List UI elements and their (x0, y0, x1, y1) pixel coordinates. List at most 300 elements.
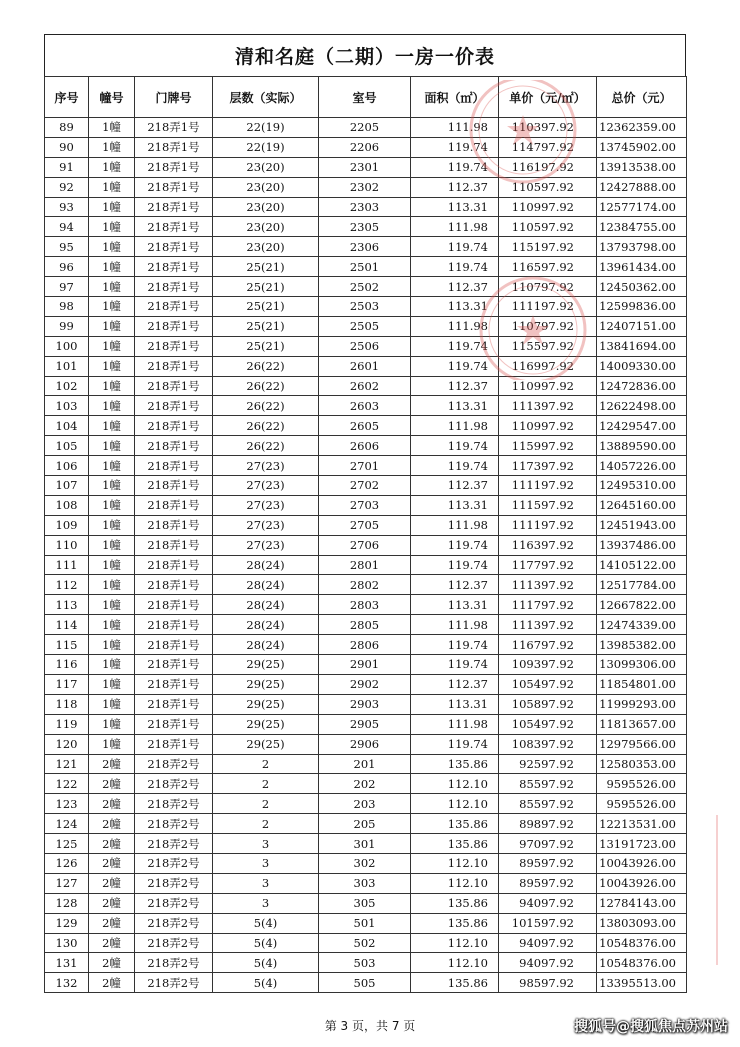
cell-seq: 100 (45, 336, 89, 356)
cell-total-price: 12979566.00 (597, 734, 687, 754)
cell-unit-price: 111197.92 (499, 297, 597, 317)
cell-room: 2302 (319, 177, 411, 197)
cell-seq: 112 (45, 575, 89, 595)
header-total-price: 总价（元） (597, 77, 687, 118)
cell-total-price: 12427888.00 (597, 177, 687, 197)
cell-unit-price: 85597.92 (499, 794, 597, 814)
cell-total-price: 12577174.00 (597, 197, 687, 217)
cell-total-price: 12495310.00 (597, 476, 687, 496)
cell-room: 202 (319, 774, 411, 794)
cell-total-price: 13985382.00 (597, 635, 687, 655)
cell-unit-price: 105497.92 (499, 674, 597, 694)
cell-area: 112.10 (411, 873, 499, 893)
cell-unit-price: 110397.92 (499, 118, 597, 138)
cell-total-price: 12213531.00 (597, 814, 687, 834)
cell-seq: 101 (45, 356, 89, 376)
cell-seq: 96 (45, 257, 89, 277)
cell-floor: 26(22) (213, 376, 319, 396)
cell-total-price: 12451943.00 (597, 515, 687, 535)
cell-floor: 23(20) (213, 237, 319, 257)
cell-room: 2905 (319, 714, 411, 734)
cell-total-price: 10043926.00 (597, 873, 687, 893)
cell-room: 2901 (319, 655, 411, 675)
cell-area: 111.98 (411, 714, 499, 734)
cell-total-price: 12362359.00 (597, 118, 687, 138)
cell-room: 2301 (319, 157, 411, 177)
cell-door-number: 218弄1号 (135, 635, 213, 655)
cell-floor: 22(19) (213, 118, 319, 138)
cell-floor: 27(23) (213, 495, 319, 515)
cell-room: 203 (319, 794, 411, 814)
cell-seq: 114 (45, 615, 89, 635)
cell-building: 1幢 (89, 376, 135, 396)
cell-floor: 28(24) (213, 595, 319, 615)
cell-door-number: 218弄1号 (135, 595, 213, 615)
cell-building: 1幢 (89, 595, 135, 615)
cell-area: 113.31 (411, 595, 499, 615)
cell-floor: 26(22) (213, 356, 319, 376)
cell-room: 303 (319, 873, 411, 893)
cell-room: 2305 (319, 217, 411, 237)
cell-floor: 28(24) (213, 615, 319, 635)
cell-area: 113.31 (411, 495, 499, 515)
cell-unit-price: 117797.92 (499, 555, 597, 575)
cell-building: 2幢 (89, 913, 135, 933)
cell-door-number: 218弄1号 (135, 436, 213, 456)
cell-door-number: 218弄1号 (135, 515, 213, 535)
cell-floor: 25(21) (213, 336, 319, 356)
table-row (45, 376, 687, 396)
price-table (44, 76, 687, 993)
cell-area: 113.31 (411, 197, 499, 217)
cell-door-number: 218弄2号 (135, 873, 213, 893)
cell-area: 119.74 (411, 356, 499, 376)
cell-area: 119.74 (411, 237, 499, 257)
cell-building: 1幢 (89, 635, 135, 655)
cell-unit-price: 98597.92 (499, 973, 597, 993)
cell-total-price: 12599836.00 (597, 297, 687, 317)
cell-building: 1幢 (89, 257, 135, 277)
cell-total-price: 12580353.00 (597, 754, 687, 774)
table-row (45, 118, 687, 138)
cell-room: 2205 (319, 118, 411, 138)
cell-total-price: 12474339.00 (597, 615, 687, 635)
header-room: 室号 (319, 77, 411, 118)
cell-unit-price: 111797.92 (499, 595, 597, 615)
cell-unit-price: 105897.92 (499, 694, 597, 714)
cell-seq: 125 (45, 834, 89, 854)
cell-building: 1幢 (89, 575, 135, 595)
cell-room: 2303 (319, 197, 411, 217)
cell-floor: 5(4) (213, 953, 319, 973)
cell-building: 1幢 (89, 316, 135, 336)
cell-room: 2805 (319, 615, 411, 635)
table-row (45, 416, 687, 436)
cell-total-price: 11854801.00 (597, 674, 687, 694)
cell-room: 301 (319, 834, 411, 854)
cell-seq: 131 (45, 953, 89, 973)
cell-door-number: 218弄2号 (135, 893, 213, 913)
cell-seq: 120 (45, 734, 89, 754)
cell-floor: 29(25) (213, 674, 319, 694)
cell-room: 2503 (319, 297, 411, 317)
cell-floor: 25(21) (213, 297, 319, 317)
cell-room: 205 (319, 814, 411, 834)
cell-room: 2605 (319, 416, 411, 436)
cell-seq: 103 (45, 396, 89, 416)
cell-building: 2幢 (89, 794, 135, 814)
cell-unit-price: 111397.92 (499, 615, 597, 635)
header-door-number: 门牌号 (135, 77, 213, 118)
cell-unit-price: 111197.92 (499, 515, 597, 535)
header-seq: 序号 (45, 77, 89, 118)
cell-room: 2703 (319, 495, 411, 515)
cell-unit-price: 110997.92 (499, 416, 597, 436)
cell-unit-price: 105497.92 (499, 714, 597, 734)
cell-floor: 23(20) (213, 157, 319, 177)
cell-room: 2705 (319, 515, 411, 535)
cell-unit-price: 111197.92 (499, 476, 597, 496)
cell-floor: 27(23) (213, 456, 319, 476)
price-list-sheet (44, 34, 686, 993)
table-row (45, 853, 687, 873)
cell-door-number: 218弄1号 (135, 575, 213, 595)
cell-door-number: 218弄1号 (135, 118, 213, 138)
cell-unit-price: 109397.92 (499, 655, 597, 675)
cell-seq: 94 (45, 217, 89, 237)
cell-door-number: 218弄2号 (135, 774, 213, 794)
cell-seq: 93 (45, 197, 89, 217)
cell-unit-price: 117397.92 (499, 456, 597, 476)
cell-seq: 97 (45, 277, 89, 297)
table-row (45, 694, 687, 714)
table-row (45, 615, 687, 635)
cell-total-price: 13961434.00 (597, 257, 687, 277)
cell-seq: 129 (45, 913, 89, 933)
cell-room: 201 (319, 754, 411, 774)
page-footer: 第 3 页，共 7 页 (324, 1019, 416, 1033)
header-area: 面积（㎡） (411, 77, 499, 118)
cell-area: 112.37 (411, 177, 499, 197)
cell-building: 2幢 (89, 933, 135, 953)
cell-door-number: 218弄1号 (135, 734, 213, 754)
cell-total-price: 13395513.00 (597, 973, 687, 993)
cell-building: 2幢 (89, 873, 135, 893)
cell-door-number: 218弄1号 (135, 655, 213, 675)
cell-total-price: 12517784.00 (597, 575, 687, 595)
cell-door-number: 218弄1号 (135, 177, 213, 197)
cell-total-price: 9595526.00 (597, 794, 687, 814)
cell-building: 1幢 (89, 277, 135, 297)
cell-total-price: 13803093.00 (597, 913, 687, 933)
cell-total-price: 11813657.00 (597, 714, 687, 734)
cell-unit-price: 92597.92 (499, 754, 597, 774)
cell-door-number: 218弄2号 (135, 834, 213, 854)
cell-area: 135.86 (411, 973, 499, 993)
cell-building: 2幢 (89, 853, 135, 873)
cell-room: 502 (319, 933, 411, 953)
cell-building: 1幢 (89, 555, 135, 575)
table-row (45, 873, 687, 893)
table-row (45, 177, 687, 197)
cell-door-number: 218弄1号 (135, 237, 213, 257)
cell-total-price: 13913538.00 (597, 157, 687, 177)
cell-area: 119.74 (411, 257, 499, 277)
cell-floor: 26(22) (213, 416, 319, 436)
cell-seq: 110 (45, 535, 89, 555)
cell-floor: 28(24) (213, 555, 319, 575)
cell-door-number: 218弄1号 (135, 157, 213, 177)
cell-seq: 127 (45, 873, 89, 893)
cell-floor: 27(23) (213, 476, 319, 496)
cell-seq: 111 (45, 555, 89, 575)
cell-door-number: 218弄2号 (135, 913, 213, 933)
cell-unit-price: 115197.92 (499, 237, 597, 257)
cell-seq: 107 (45, 476, 89, 496)
cell-area: 112.37 (411, 674, 499, 694)
cell-area: 135.86 (411, 814, 499, 834)
cell-seq: 132 (45, 973, 89, 993)
cell-room: 2306 (319, 237, 411, 257)
cell-total-price: 12429547.00 (597, 416, 687, 436)
cell-total-price: 10043926.00 (597, 853, 687, 873)
cell-area: 135.86 (411, 754, 499, 774)
cell-total-price: 14105122.00 (597, 555, 687, 575)
cell-area: 112.10 (411, 774, 499, 794)
cell-unit-price: 85597.92 (499, 774, 597, 794)
cell-seq: 124 (45, 814, 89, 834)
cell-unit-price: 115997.92 (499, 436, 597, 456)
cell-unit-price: 111397.92 (499, 396, 597, 416)
cell-seq: 117 (45, 674, 89, 694)
cell-total-price: 10548376.00 (597, 953, 687, 973)
cell-door-number: 218弄1号 (135, 356, 213, 376)
cell-building: 1幢 (89, 157, 135, 177)
cell-door-number: 218弄1号 (135, 456, 213, 476)
cell-unit-price: 111597.92 (499, 495, 597, 515)
cell-building: 1幢 (89, 177, 135, 197)
table-row (45, 157, 687, 177)
cell-total-price: 13841694.00 (597, 336, 687, 356)
cell-area: 111.98 (411, 615, 499, 635)
cell-seq: 109 (45, 515, 89, 535)
cell-area: 135.86 (411, 834, 499, 854)
table-row (45, 297, 687, 317)
cell-total-price: 13191723.00 (597, 834, 687, 854)
cell-seq: 95 (45, 237, 89, 257)
cell-door-number: 218弄2号 (135, 754, 213, 774)
cell-door-number: 218弄2号 (135, 933, 213, 953)
cell-seq: 90 (45, 137, 89, 157)
cell-door-number: 218弄1号 (135, 197, 213, 217)
cell-floor: 22(19) (213, 137, 319, 157)
cell-area: 111.98 (411, 416, 499, 436)
cell-area: 119.74 (411, 456, 499, 476)
cell-building: 2幢 (89, 953, 135, 973)
cell-unit-price: 110597.92 (499, 177, 597, 197)
cell-area: 112.10 (411, 794, 499, 814)
cell-area: 112.37 (411, 376, 499, 396)
cell-room: 2506 (319, 336, 411, 356)
cell-area: 119.74 (411, 555, 499, 575)
cell-area: 111.98 (411, 316, 499, 336)
table-row (45, 316, 687, 336)
cell-room: 2501 (319, 257, 411, 277)
cell-seq: 89 (45, 118, 89, 138)
cell-seq: 99 (45, 316, 89, 336)
cell-unit-price: 110597.92 (499, 217, 597, 237)
cell-room: 2902 (319, 674, 411, 694)
cell-seq: 102 (45, 376, 89, 396)
cell-door-number: 218弄1号 (135, 396, 213, 416)
table-row (45, 237, 687, 257)
header-building: 幢号 (89, 77, 135, 118)
table-row (45, 515, 687, 535)
table-row (45, 774, 687, 794)
table-row (45, 814, 687, 834)
cell-building: 1幢 (89, 515, 135, 535)
cell-area: 112.10 (411, 933, 499, 953)
cell-building: 1幢 (89, 217, 135, 237)
cell-seq: 116 (45, 655, 89, 675)
cell-building: 2幢 (89, 893, 135, 913)
cell-room: 2602 (319, 376, 411, 396)
cell-area: 113.31 (411, 297, 499, 317)
cell-room: 505 (319, 973, 411, 993)
cell-building: 1幢 (89, 655, 135, 675)
cell-seq: 105 (45, 436, 89, 456)
cell-floor: 3 (213, 834, 319, 854)
cell-unit-price: 115597.92 (499, 336, 597, 356)
cell-total-price: 12622498.00 (597, 396, 687, 416)
cell-area: 112.10 (411, 953, 499, 973)
table-row (45, 913, 687, 933)
cell-building: 1幢 (89, 336, 135, 356)
cell-area: 119.74 (411, 655, 499, 675)
cell-unit-price: 114797.92 (499, 137, 597, 157)
cell-unit-price: 116597.92 (499, 257, 597, 277)
cell-area: 119.74 (411, 635, 499, 655)
cell-unit-price: 111397.92 (499, 575, 597, 595)
document-title: 清和名庭（二期）一房一价表 (44, 34, 686, 76)
partial-edge-stamp (716, 815, 740, 965)
cell-floor: 25(21) (213, 316, 319, 336)
cell-unit-price: 116997.92 (499, 356, 597, 376)
cell-building: 1幢 (89, 694, 135, 714)
table-row (45, 893, 687, 913)
cell-seq: 106 (45, 456, 89, 476)
table-row (45, 257, 687, 277)
cell-floor: 2 (213, 774, 319, 794)
cell-building: 1幢 (89, 495, 135, 515)
cell-unit-price: 94097.92 (499, 933, 597, 953)
table-row (45, 794, 687, 814)
cell-floor: 27(23) (213, 515, 319, 535)
cell-building: 1幢 (89, 137, 135, 157)
table-row (45, 635, 687, 655)
cell-door-number: 218弄1号 (135, 277, 213, 297)
cell-door-number: 218弄1号 (135, 297, 213, 317)
header-unit-price: 单价（元/㎡） (499, 77, 597, 118)
table-row (45, 674, 687, 694)
cell-building: 1幢 (89, 476, 135, 496)
cell-room: 2606 (319, 436, 411, 456)
cell-total-price: 13745902.00 (597, 137, 687, 157)
cell-building: 1幢 (89, 237, 135, 257)
cell-total-price: 12384755.00 (597, 217, 687, 237)
table-row (45, 535, 687, 555)
cell-seq: 92 (45, 177, 89, 197)
cell-unit-price: 116197.92 (499, 157, 597, 177)
cell-building: 1幢 (89, 615, 135, 635)
cell-floor: 23(20) (213, 177, 319, 197)
table-row (45, 217, 687, 237)
cell-seq: 91 (45, 157, 89, 177)
cell-seq: 98 (45, 297, 89, 317)
table-row (45, 356, 687, 376)
cell-door-number: 218弄1号 (135, 416, 213, 436)
cell-floor: 5(4) (213, 933, 319, 953)
cell-door-number: 218弄1号 (135, 476, 213, 496)
cell-room: 305 (319, 893, 411, 913)
cell-area: 111.98 (411, 118, 499, 138)
cell-total-price: 13937486.00 (597, 535, 687, 555)
cell-door-number: 218弄1号 (135, 137, 213, 157)
header-floor: 层数（实际） (213, 77, 319, 118)
cell-building: 1幢 (89, 297, 135, 317)
cell-floor: 28(24) (213, 575, 319, 595)
cell-total-price: 10548376.00 (597, 933, 687, 953)
cell-door-number: 218弄2号 (135, 814, 213, 834)
cell-building: 1幢 (89, 118, 135, 138)
cell-total-price: 12472836.00 (597, 376, 687, 396)
cell-building: 2幢 (89, 834, 135, 854)
source-watermark: 搜狐号@搜狐焦点苏州站 (574, 1019, 728, 1035)
cell-building: 1幢 (89, 396, 135, 416)
cell-room: 2802 (319, 575, 411, 595)
table-row (45, 436, 687, 456)
table-row (45, 476, 687, 496)
cell-floor: 2 (213, 814, 319, 834)
cell-building: 1幢 (89, 436, 135, 456)
cell-door-number: 218弄1号 (135, 674, 213, 694)
table-row (45, 277, 687, 297)
table-row (45, 396, 687, 416)
cell-floor: 3 (213, 893, 319, 913)
cell-floor: 29(25) (213, 655, 319, 675)
cell-area: 113.31 (411, 694, 499, 714)
cell-unit-price: 89597.92 (499, 873, 597, 893)
cell-door-number: 218弄1号 (135, 615, 213, 635)
cell-unit-price: 97097.92 (499, 834, 597, 854)
cell-building: 1幢 (89, 456, 135, 476)
cell-area: 112.37 (411, 476, 499, 496)
cell-unit-price: 110797.92 (499, 277, 597, 297)
cell-unit-price: 94097.92 (499, 953, 597, 973)
cell-seq: 104 (45, 416, 89, 436)
cell-door-number: 218弄1号 (135, 316, 213, 336)
cell-door-number: 218弄1号 (135, 535, 213, 555)
table-row (45, 734, 687, 754)
cell-unit-price: 110997.92 (499, 197, 597, 217)
cell-room: 2502 (319, 277, 411, 297)
cell-seq: 115 (45, 635, 89, 655)
cell-total-price: 12667822.00 (597, 595, 687, 615)
cell-seq: 123 (45, 794, 89, 814)
cell-room: 2206 (319, 137, 411, 157)
cell-unit-price: 89897.92 (499, 814, 597, 834)
cell-floor: 29(25) (213, 734, 319, 754)
